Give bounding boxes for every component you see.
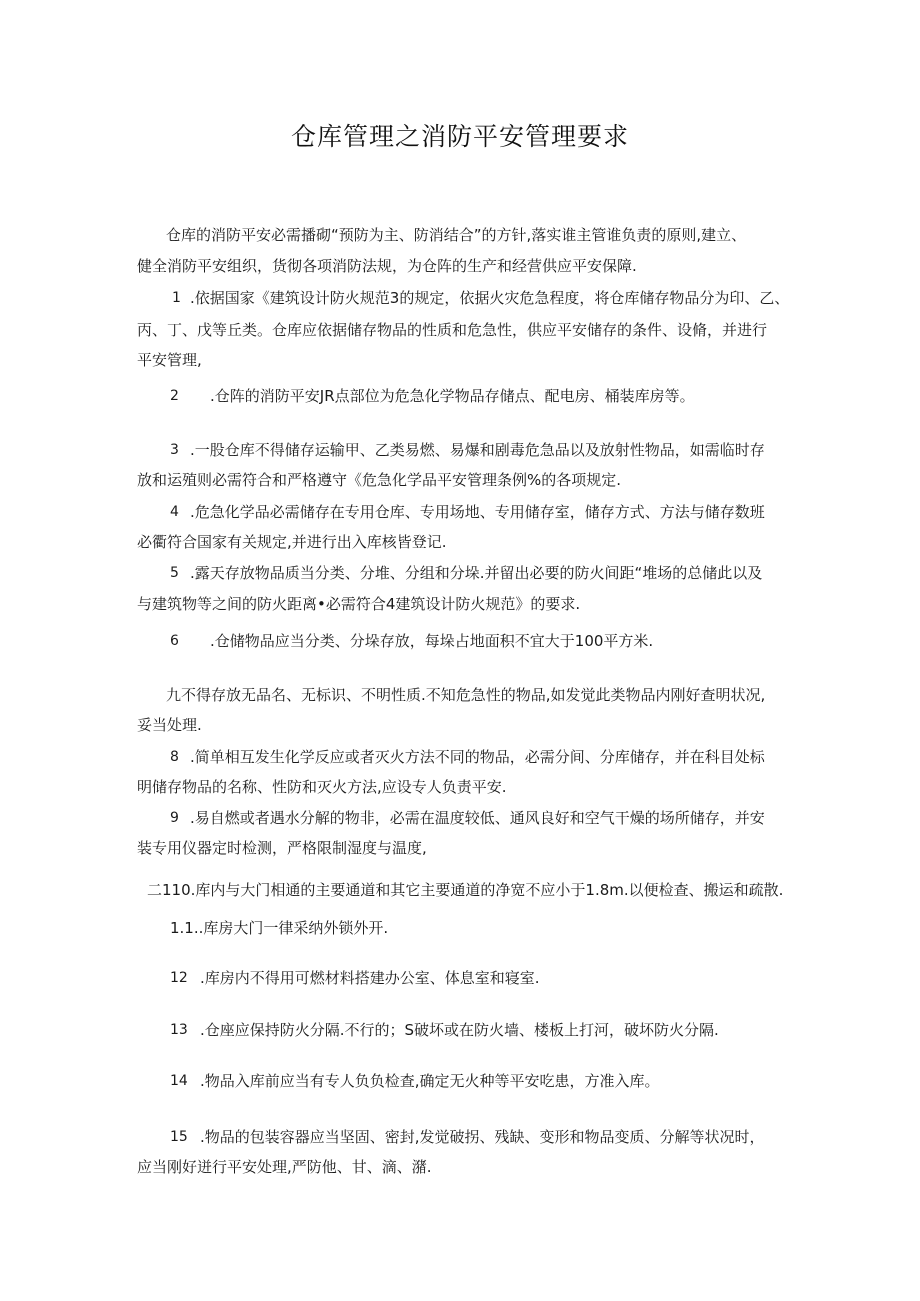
item-4-number: 4 <box>170 504 179 520</box>
item-4-line-1: .危急化学品必需储存在专用仓库、专用场地、专用储存室，储存方式、方法与储存数班 <box>190 503 765 521</box>
item-12-number: 12 <box>170 970 188 986</box>
item-2-number: 2 <box>170 388 179 404</box>
item-12-line-1: .库房内不得用可燃材料搭建办公室、体息室和寝室. <box>200 969 540 987</box>
item-1-line-3: 平安管理, <box>137 351 202 369</box>
item-13-line-1: .仓座应保持防火分隔.不行的；S破坏或在防火墙、楼板上打河，破坏防火分隔. <box>200 1021 719 1039</box>
intro-line-1: 仓库的消防平安必需播砌“预防为主、防消结合”的方针,落实谁主管谁负责的原则,建立、 <box>166 226 747 244</box>
item-3-number: 3 <box>170 442 179 458</box>
item-3-line-2: 放和运殖则必需符合和严格遵守《危急化学品平安管理条例%的各项规定. <box>137 471 622 489</box>
item-9-number: 9 <box>170 810 179 826</box>
item-5-line-1: .露天存放物品质当分类、分堆、分组和分垛.并留出必要的防火间距“堆场的总储此以及 <box>190 564 763 582</box>
item-15-number: 15 <box>170 1129 188 1145</box>
item-1-number: 1 <box>172 290 181 306</box>
item-8-line-1: .简单相互发生化学反应或者灭火方法不同的物品，必需分间、分库储存，并在科目处标 <box>190 748 765 766</box>
item-3-line-1: .一股仓库不得储存运输甲、乙类易燃、易爆和剧毒危急品以及放射性物品，如需临时存 <box>190 441 765 459</box>
item-7-line-1: 九不得存放无品名、无标识、不明性质.不知危急性的物品,如发觉此类物品内刚好查明状况, <box>166 686 766 704</box>
item-5-number: 5 <box>170 565 179 581</box>
item-8-number: 8 <box>170 749 179 765</box>
intro-line-2: 健全消防平安组织，货彻各项消防法规，为仓阵的生产和经营供应平安保障. <box>137 257 637 275</box>
item-14-line-1: .物品入库前应当有专人负负检查,确定无火种等平安吃患，方准入库。 <box>200 1072 660 1090</box>
item-7-line-2: 妥当处理. <box>137 716 202 734</box>
item-15-line-1: .物品的包装容器应当坚固、密封,发觉破拐、残缺、变形和物品变质、分解等状况时， <box>200 1128 765 1146</box>
item-8-line-2: 明储存物品的名称、性防和灭火方法,应设专人负责平安. <box>137 778 507 796</box>
item-14-number: 14 <box>170 1073 188 1089</box>
item-11-line-1: 1.1..库房大门一律采纳外锁外开. <box>170 919 389 937</box>
item-1-line-1: .依据国家《建筑设计防火规范3的规定，依据火灾危急程度，将仓库储存物品分为印、乙、 <box>190 289 790 307</box>
item-9-line-2: 装专用仪器定时检测，严格限制湿度与温度, <box>137 839 427 857</box>
document-title: 仓库管理之消防平安管理要求 <box>290 122 629 151</box>
item-10-line-1: 二110.库内与大门相通的主要通道和其它主要通道的净宽不应小于1.8m.以便检查、搬运和疏散. <box>147 881 784 899</box>
item-15-line-2: 应当刚好迸行平安处理,严防他、甘、滴、潴. <box>137 1158 432 1176</box>
item-2-line-1: .仓阵的消防平安JR点部位为危急化学物品存储点、配电房、桶装库房等。 <box>210 387 695 405</box>
item-5-line-2: 与建筑物等之间的防火距离•必需符合4建筑设计防火规范》的要求. <box>137 595 581 613</box>
item-13-number: 13 <box>170 1022 188 1038</box>
item-1-line-2: 丙、丁、戊等丘类。仓库应依据储存物品的性质和危急性，供应平安储存的条件、设脩，并进行 <box>137 321 768 339</box>
item-6-number: 6 <box>170 633 179 649</box>
item-6-line-1: .仓储物品应当分类、分垛存放，每垛占地面积不宜大于100平方米. <box>210 632 654 650</box>
item-9-line-1: .易自燃或者遇水分解的物非，必需在温度较低、通风良好和空气干燥的场所储存，并安 <box>190 809 765 827</box>
item-4-line-2: 必衢符合国家有关规定,并进行出入库核皆登记. <box>137 533 447 551</box>
